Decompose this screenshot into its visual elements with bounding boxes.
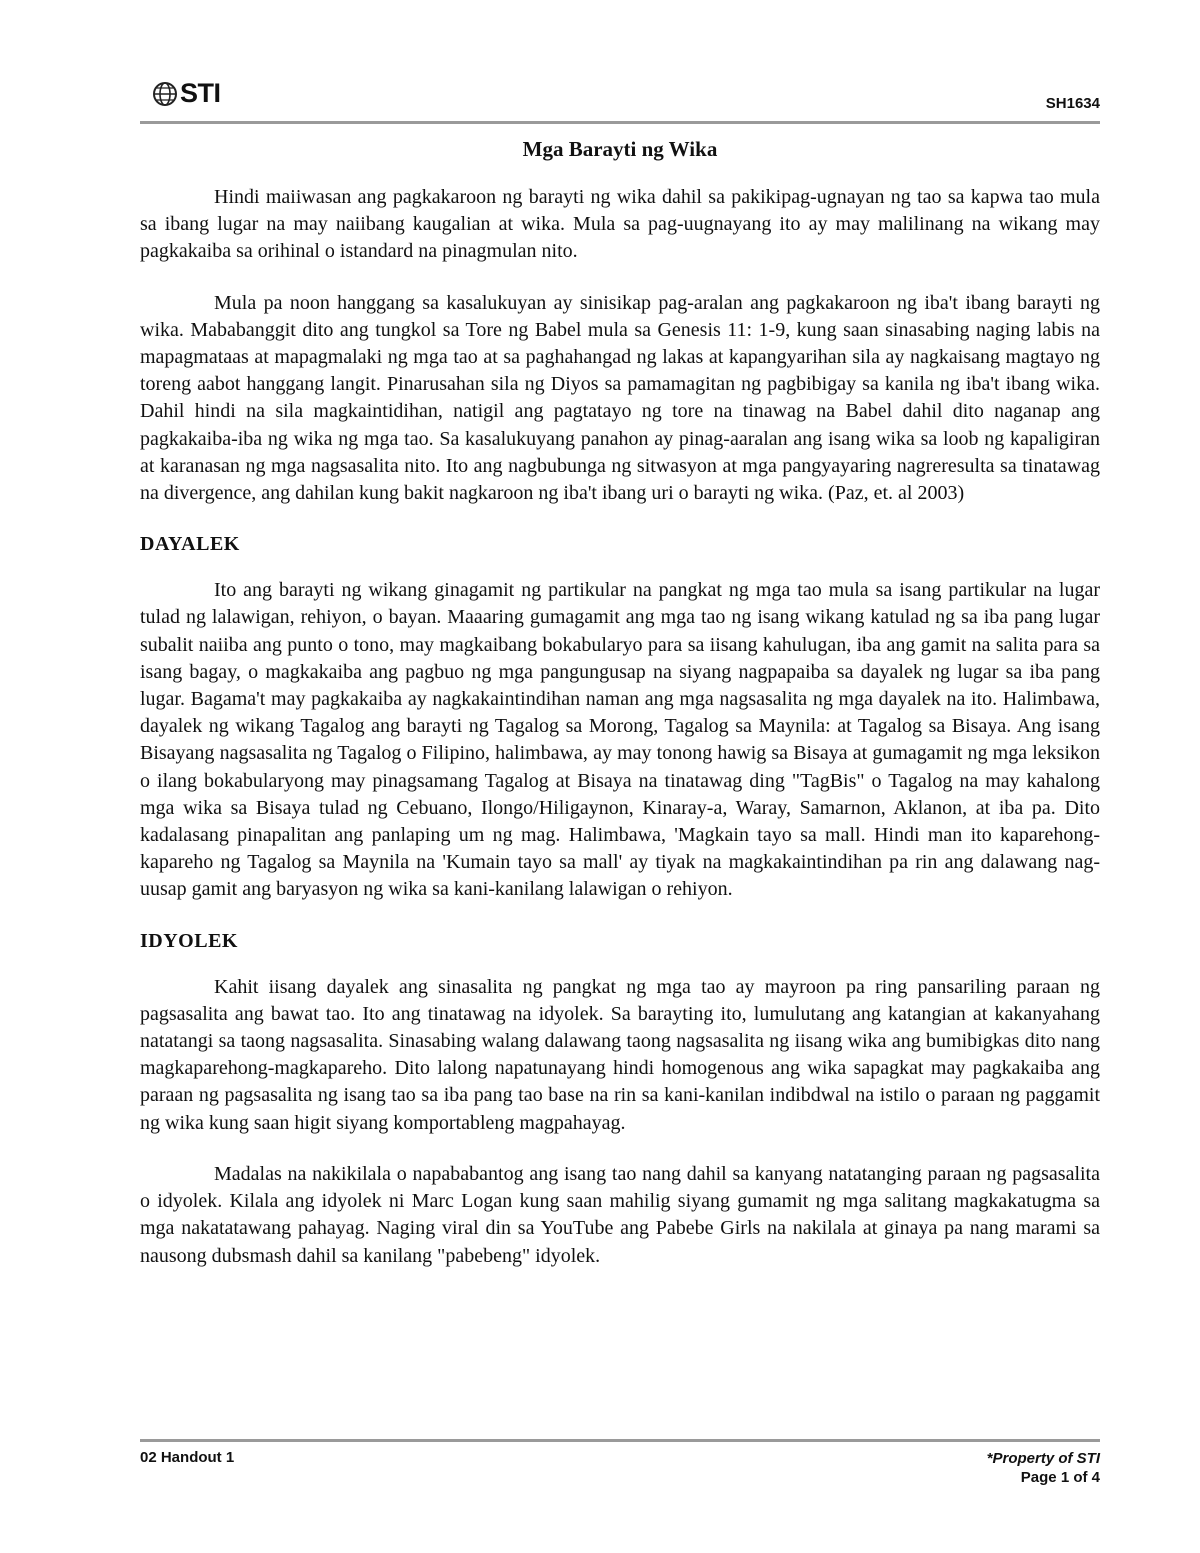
page-header: [140, 76, 1100, 122]
document-body: [140, 136, 1100, 1294]
footer-divider: [140, 1439, 1100, 1442]
section-heading-idyolek: IDYOLEK: [140, 929, 238, 952]
dayalek-paragraph: Ito ang barayti ng wikang ginagamit ng partikular na pangkat ng mga tao mula sa isang partikular na lugar tulad ng lalawigan, rehiyon, o bayan. Maaaring gumagamit ang mga tao ng isang wikang katulad ng sa iba pang lugar subalit naiiba ang punto o tono, may magkaibang bokabularyo para sa iisang kahulugan, iba ang gamit na salita para sa isang bagay, o magkakaiba ang pagbuo ng mga pangungusap na siyang nagpapaiba sa dayalek ng lugar sa iba pang lugar. Bagama't may pagkakaiba ay nagkakaintindihan naman ang mga nagsasalita ng mga dayalek na ito. Halimbawa, dayalek ng wikang Tagalog ang barayti ng Tagalog sa Morong, Tagalog sa Maynila: at Tagalog sa Bisaya. Ang isang Bisayang nagsasalita ng Tagalog o Filipino, halimbawa, ay may tonong hawig sa Bisaya at gumagamit ng mga leksikon o ilang bokabularyong may pinagsamang Tagalog at Bisaya na tinatawag ding "TagBis" o Tagalog na may kahalong mga wika sa Bisaya tulad ng Cebuano, Ilongo/Hiligaynon, Kinaray-a, Waray, Samarnon, Aklanon, at iba pa. Dito kadalasang pinapalitan ang panlaping um ng mag. Halimbawa, 'Magkain tayo sa mall. Hindi man ito kaparehong-kapareho ng Tagalog sa Maynila na 'Kumain tayo sa mall' ay tiyak na magkakaintindihan pa rin ang dalawang nag-uusap gamit ang baryasyon ng wika sa kani-kanilang lalawigan o rehiyon.: [140, 579, 1100, 901]
handout-label: 02 Handout 1: [140, 1449, 235, 1466]
property-notice: *Property of STI: [986, 1450, 1100, 1467]
intro-paragraph-1: Hindi maiiwasan ang pagkakaroon ng barayti ng wika dahil sa pakikipag-ugnayan ng tao sa kapwa tao mula sa ibang lugar na may naiibang kaugalian at wika. Mula sa pag-uugnayang ito ay may malilinang na wikang may pagkakaiba sa orihinal o istandard na pinagmulan nito.: [140, 186, 1100, 263]
intro-paragraph-2: Mula pa noon hanggang sa kasalukuyan ay sinisikap pag-aralan ang pagkakaroon ng iba't ibang barayti ng wika. Mababanggit dito ang tungkol sa Tore ng Babel mula sa Genesis 11: 1-9, kung saan sinasabing naging labis na mapagmataas at mapagmalaki ng mga tao at sa paghahangad ng lakas at kapangyarihan sila ay nagkaisang magtayo ng toreng aabot hanggang langit. Pinarusahan sila ng Diyos sa pamamagitan ng pagbibigay sa kanila ng iba't ibang wika. Dahil hindi na sila magkaintidihan, natigil ang pagtatayo ng tore na tinawag na Babel dahil dito naganap ang pagkakaiba-iba ng wika ng mga tao. Sa kasalukuyang panahon ay pinag-aaralan ang isang wika sa loob ng kapaligiran at karanasan ng mga nagsasalita nito. Ito ang nagbubunga ng sitwasyon at mga pangyayaring nagreresulta sa tinatawag na divergence, ang dahilan kung bakit nagkaroon ng iba't ibang uri o barayti ng wika. (Paz, et. al 2003): [140, 291, 1100, 505]
document-code: SH1634: [1045, 95, 1100, 112]
header-divider: [140, 121, 1100, 124]
idyolek-paragraph-2: Madalas na nakikilala o napababantog ang isang tao nang dahil sa kanyang natatanging paraan ng pagsasalita o idyolek. Kilala ang idyolek ni Marc Logan kung saan mahilig siyang gumamit ng mga salitang magkakatugma sa mga nakatatawang pahayag. Naging viral din sa YouTube ang Pabebe Girls na nakilala at ginaya pa nang marami sa nausong dubsmash dahil sa kanilang "pabebeng" idyolek.: [140, 1162, 1100, 1267]
globe-icon: [152, 81, 178, 107]
idyolek-paragraph-1: Kahit iisang dayalek ang sinasalita ng pangkat ng mga tao ay mayroon pa ring pansariling paraan ng pagsasalita ang bawat tao. Ito ang tinatawag na idyolek. Sa barayting ito, lumulutang ang katangian at kakanyahang natatangi sa taong nagsasalita. Sinasabing walang dalawang taong nagsasalita ng iisang wika ang bumibigkas dito nang magkaparehong-magkapareho. Dito lalong napatunayang hindi homogenous ang wika sapagkat may pagkakaiba ang paraan ng pagsasalita ng isang tao sa iba pang tao base na rin sa kani-kanilan indibdwal na istilo o paraan ng paggamit ng wika kung saan higit siyang komportableng magpahayag.: [140, 975, 1100, 1134]
sti-logo: [152, 78, 221, 109]
page-footer-right: [987, 1449, 1100, 1487]
section-heading-dayalek: DAYALEK: [140, 533, 240, 556]
logo-text: STI: [180, 78, 221, 108]
page-title: Mga Barayti ng Wika: [522, 137, 718, 161]
page-number: Page 1 of 4: [1020, 1469, 1100, 1486]
